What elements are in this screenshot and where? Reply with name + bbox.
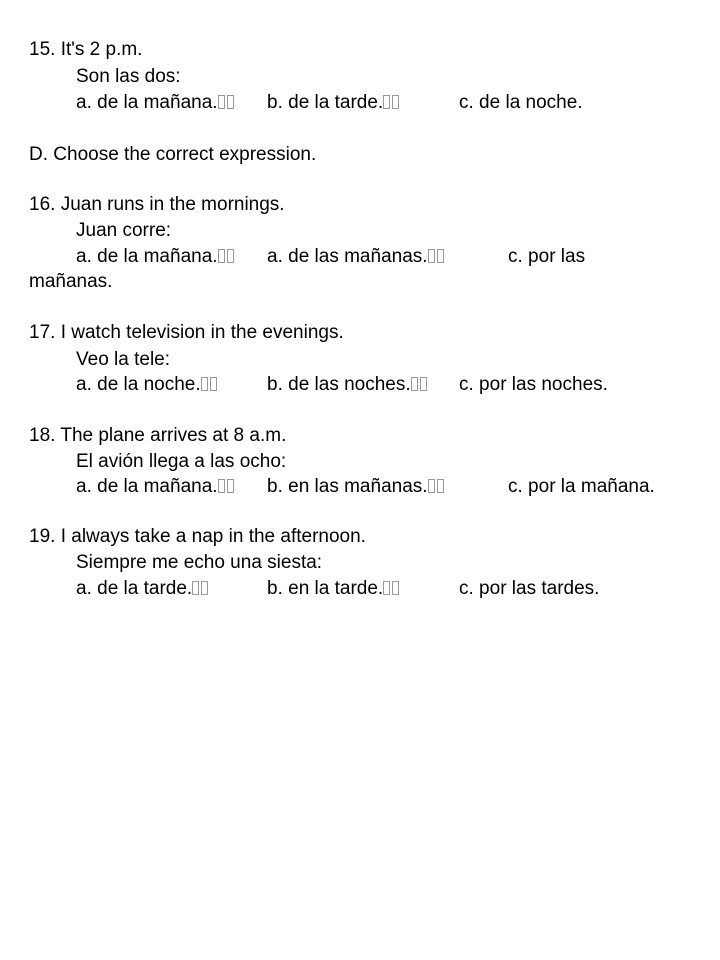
placeholder-glyph-icon bbox=[218, 479, 225, 493]
question-18-prompt: El avión llega a las ocho: bbox=[76, 451, 287, 472]
question-18-option-b: b. en las mañanas. bbox=[267, 475, 446, 499]
question-16-prompt: Juan corre: bbox=[76, 220, 172, 241]
placeholder-glyph-icon bbox=[218, 249, 225, 263]
placeholder-glyph-icon bbox=[392, 581, 399, 595]
section-d-heading: D. Choose the correct expression. bbox=[29, 144, 317, 165]
question-19-option-b: b. en la tarde. bbox=[267, 577, 401, 601]
question-16-option-a: a. de la mañana. bbox=[76, 245, 236, 269]
question-19-prompt: Siempre me echo una siesta: bbox=[76, 552, 323, 573]
placeholder-glyph-icon bbox=[383, 95, 390, 109]
question-16-option-b: a. de las mañanas. bbox=[267, 245, 446, 269]
placeholder-glyph-icon bbox=[437, 479, 444, 493]
question-19-option-c: c. por las tardes. bbox=[459, 578, 600, 599]
placeholder-glyph-icon bbox=[428, 249, 435, 263]
placeholder-glyph-icon bbox=[227, 249, 234, 263]
question-18-option-a: a. de la mañana. bbox=[76, 475, 236, 499]
placeholder-glyph-icon bbox=[411, 377, 418, 391]
question-16-option-c: c. por las bbox=[508, 246, 586, 267]
question-17-option-a: a. de la noche. bbox=[76, 373, 219, 397]
question-17-option-b: b. de las noches. bbox=[267, 373, 429, 397]
question-19: 19. I always take a nap in the afternoon. bbox=[29, 526, 366, 547]
placeholder-glyph-icon bbox=[192, 581, 199, 595]
question-18: 18. The plane arrives at 8 a.m. bbox=[29, 425, 287, 446]
question-15-prompt: Son las dos: bbox=[76, 66, 181, 87]
question-17-option-c: c. por las noches. bbox=[459, 374, 608, 395]
question-18-option-c: c. por la mañana. bbox=[508, 476, 655, 497]
placeholder-glyph-icon bbox=[428, 479, 435, 493]
placeholder-glyph-icon bbox=[201, 377, 208, 391]
question-16: 16. Juan runs in the mornings. bbox=[29, 194, 285, 215]
question-15-option-b: b. de la tarde. bbox=[267, 91, 401, 115]
placeholder-glyph-icon bbox=[210, 377, 217, 391]
placeholder-glyph-icon bbox=[218, 95, 225, 109]
placeholder-glyph-icon bbox=[392, 95, 399, 109]
placeholder-glyph-icon bbox=[227, 479, 234, 493]
question-15-option-a: a. de la mañana. bbox=[76, 91, 236, 115]
placeholder-glyph-icon bbox=[437, 249, 444, 263]
placeholder-glyph-icon bbox=[383, 581, 390, 595]
placeholder-glyph-icon bbox=[227, 95, 234, 109]
placeholder-glyph-icon bbox=[420, 377, 427, 391]
placeholder-glyph-icon bbox=[201, 581, 208, 595]
question-17-prompt: Veo la tele: bbox=[76, 349, 171, 370]
question-17: 17. I watch television in the evenings. bbox=[29, 322, 344, 343]
question-16-option-c-wrap: mañanas. bbox=[29, 271, 113, 292]
question-15: 15. It's 2 p.m. bbox=[29, 39, 143, 60]
question-19-option-a: a. de la tarde. bbox=[76, 577, 210, 601]
question-15-option-c: c. de la noche. bbox=[459, 92, 583, 113]
